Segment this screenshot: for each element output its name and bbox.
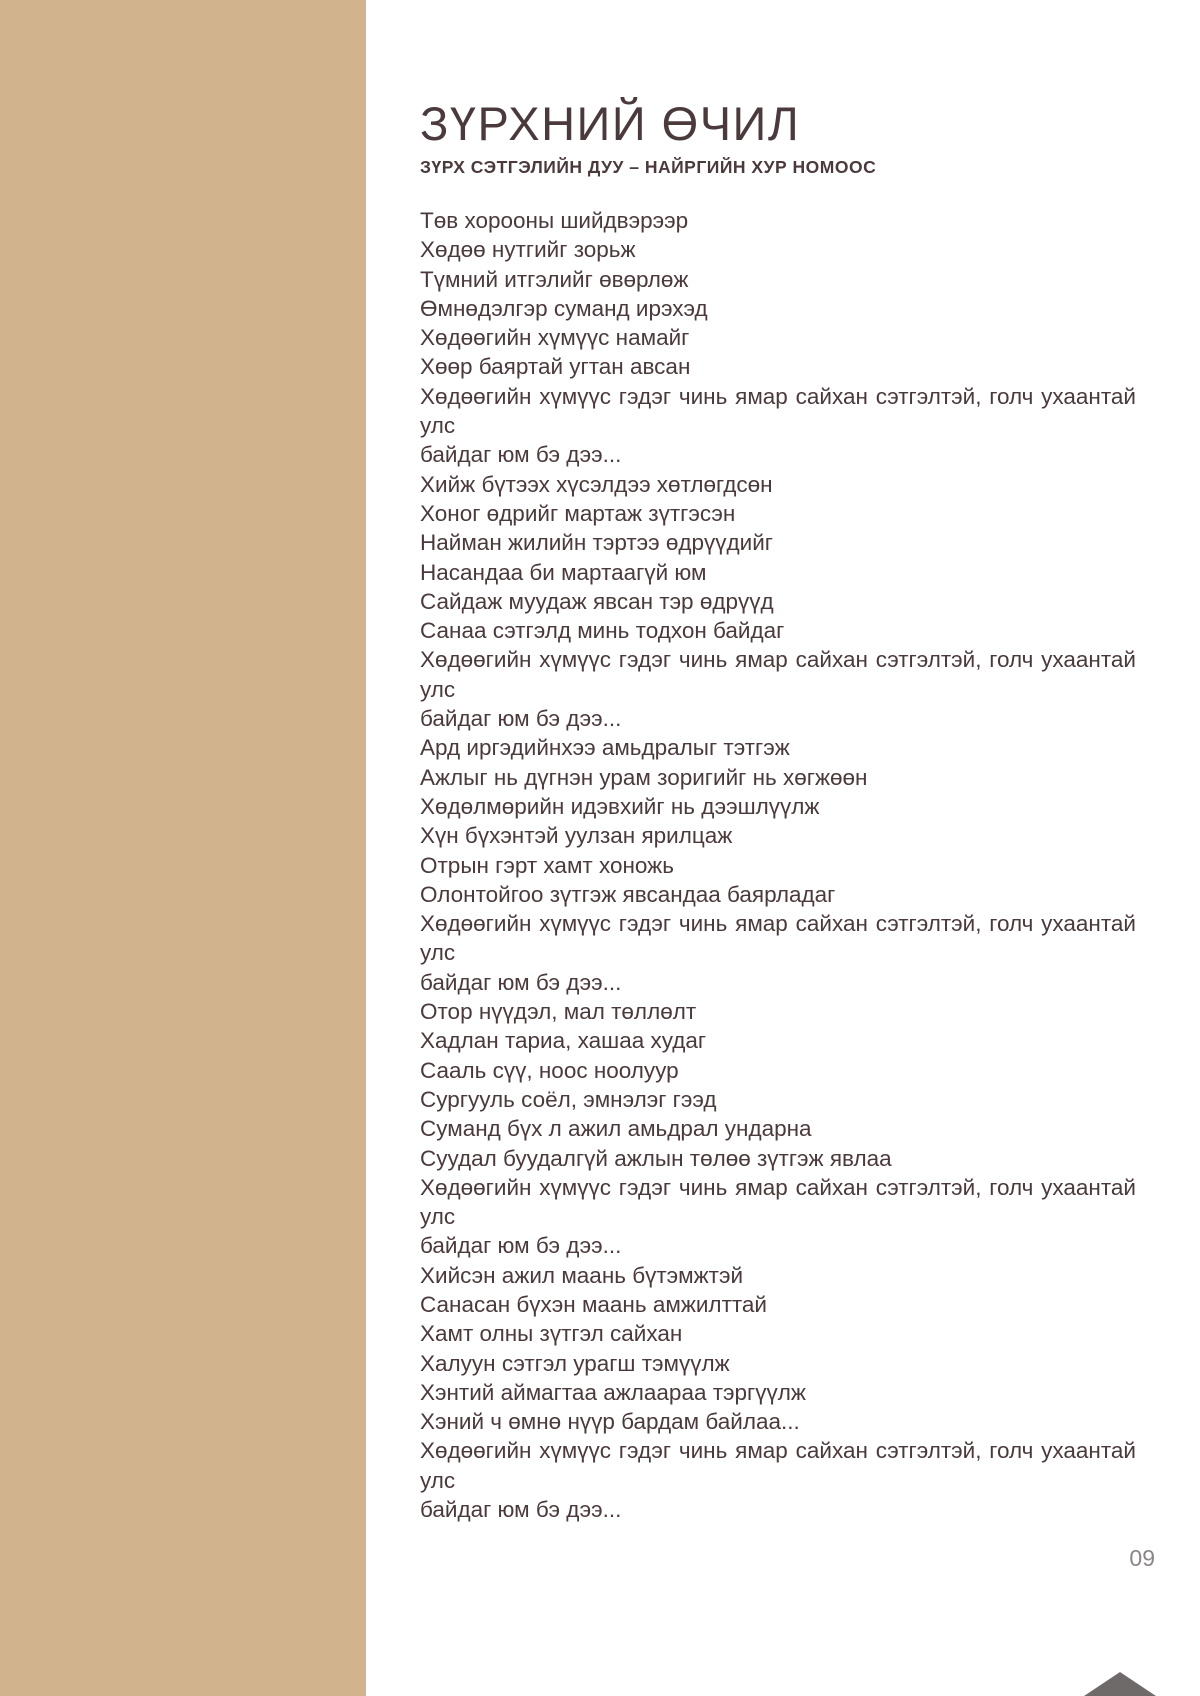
poem-refrain-end: байдаг юм бэ дээ...	[420, 442, 622, 468]
poem-body	[420, 206, 1136, 1524]
poem-line: Хэнтий аймагтаа ажлаараа тэргүүлж	[420, 1379, 806, 1405]
poem-line: Олонтойгоо зүтгэж явсандаа баярладаг	[420, 881, 836, 907]
poem-line: Хадлан тариа, хашаа худаг	[420, 1028, 707, 1054]
poem-line: Түмний итгэлийг өвөрлөж	[420, 266, 689, 292]
page-subtitle: ЗҮРХ СЭТГЭЛИЙН ДУУ – НАЙРГИЙН ХУР НОМООС	[420, 157, 877, 177]
poem-line: Халуун сэтгэл урагш тэмүүлж	[420, 1350, 730, 1376]
poem-refrain-end: байдаг юм бэ дээ...	[420, 969, 622, 995]
poem-line: Ард иргэдийнхээ амьдралыг тэтгэж	[420, 735, 790, 761]
poem-line: Төв хорооны шийдвэрээр	[420, 208, 689, 233]
poem-refrain-line: Хөдөөгийн хүмүүс гэдэг чинь ямар сайхан сэтгэлтэй, голч ухаантай улс	[420, 647, 1136, 702]
poem-line: Сайдаж муудаж явсан тэр өдрүүд	[420, 588, 774, 614]
page-title: ЗҮРХНИЙ ӨЧИЛ	[420, 97, 801, 150]
side-color-band	[0, 0, 366, 1696]
poem-line: Өмнөдэлгэр суманд ирэхэд	[420, 295, 708, 321]
poem-line: Санасан бүхэн маань амжилттай	[420, 1291, 768, 1317]
poem-line: Хөдөө нутгийг зорьж	[420, 237, 636, 263]
poem-line: Санаа сэтгэлд минь тодхон байдаг	[420, 618, 785, 644]
poem-line: Хэний ч өмнө нүүр бардам байлаа...	[420, 1409, 800, 1435]
poem-line: Хийсэн ажил маань бүтэмжтэй	[420, 1262, 744, 1288]
poem-line: Хөдөлмөрийн идэвхийг нь дээшлүүлж	[420, 793, 820, 819]
poem-line: Отрын гэрт хамт хоножь	[420, 852, 674, 878]
poem-line: Хийж бүтээх хүсэлдээ хөтлөгдсөн	[420, 471, 773, 497]
poem-line: Хөөр баяртай угтан авсан	[420, 354, 691, 380]
poem-line: Хүн бүхэнтэй уулзан ярилцаж	[420, 823, 733, 849]
poem-refrain-line: Хөдөөгийн хүмүүс гэдэг чинь ямар сайхан сэтгэлтэй, голч ухаантай улс	[420, 911, 1136, 966]
poem-refrain-end: байдаг юм бэ дээ...	[420, 1233, 622, 1259]
poem-line: Хамт олны зүтгэл сайхан	[420, 1321, 683, 1347]
poem-line: Суманд бүх л ажил амьдрал ундарна	[420, 1116, 812, 1142]
poem-line: Ажлыг нь дүгнэн урам зоригийг нь хөгжөөн	[420, 764, 868, 790]
page-content	[420, 97, 1136, 1524]
poem-refrain-line: Хөдөөгийн хүмүүс гэдэг чинь ямар сайхан сэтгэлтэй, голч ухаантай улс	[420, 383, 1136, 439]
poem-line: Насандаа би мартаагүй юм	[420, 559, 707, 585]
poem-refrain-line: Хөдөөгийн хүмүүс гэдэг чинь ямар сайхан сэтгэлтэй, голч ухаантай улс	[420, 1174, 1136, 1230]
poem-line: Суудал буудалгүй ажлын төлөө зүтгэж явлаа	[420, 1145, 892, 1171]
poem-refrain-line: Хөдөөгийн хүмүүс гэдэг чинь ямар сайхан сэтгэлтэй, голч ухаантай улс	[420, 1438, 1136, 1493]
page-number: 09	[1129, 1545, 1155, 1571]
poem-line: Хоног өдрийг мартаж зүтгэсэн	[420, 500, 736, 526]
poem-line: Хөдөөгийн хүмүүс намайг	[420, 325, 690, 351]
poem-line: Найман жилийн тэртээ өдрүүдийг	[420, 530, 774, 556]
poem-refrain-end: байдаг юм бэ дээ...	[420, 1497, 622, 1523]
poem-refrain-end: байдаг юм бэ дээ...	[420, 706, 622, 732]
poem-line: Сааль сүү, ноос ноолуур	[420, 1057, 679, 1083]
poem-line: Отор нүүдэл, мал төллөлт	[420, 999, 697, 1025]
corner-triangle-icon	[1084, 1672, 1156, 1696]
poem-line: Сургууль соёл, эмнэлэг гээд	[420, 1086, 717, 1112]
